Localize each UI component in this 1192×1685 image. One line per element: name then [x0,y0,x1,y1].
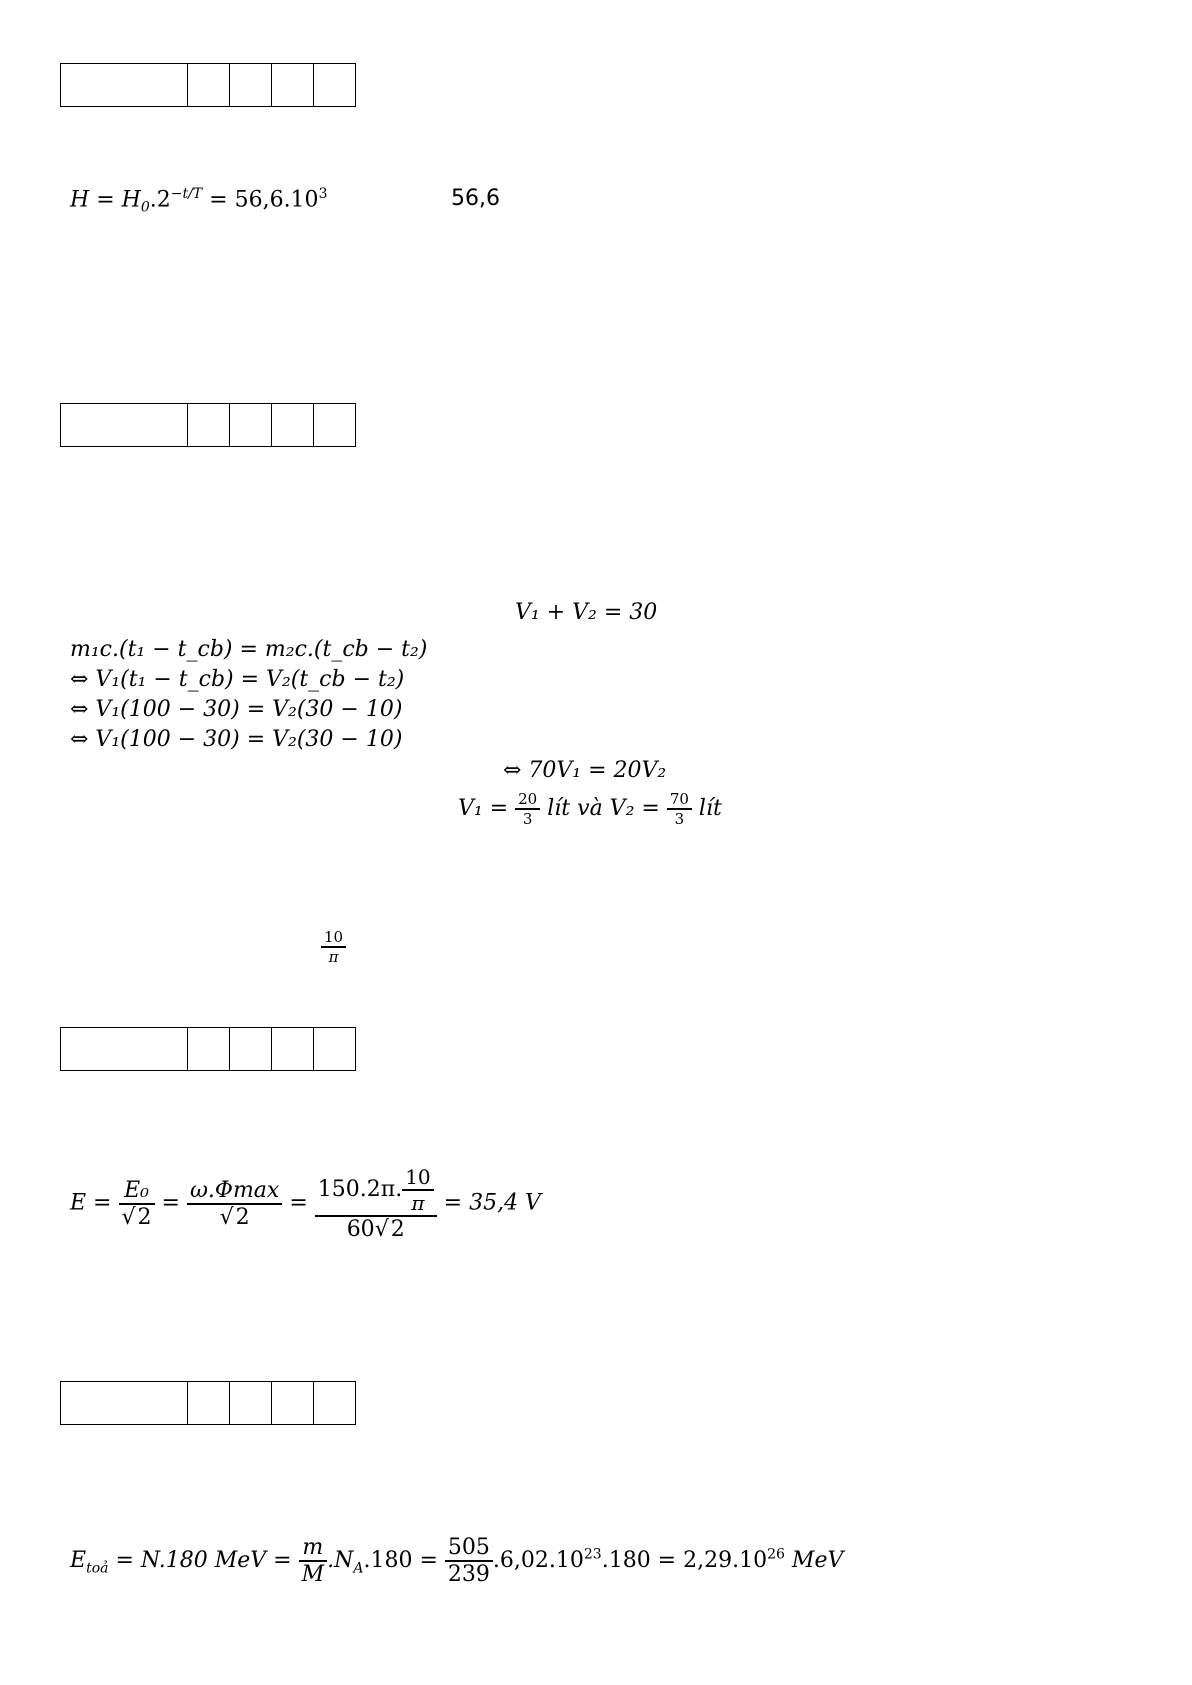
q1-result-exp: 3 [318,186,328,202]
q2-line-2: ⇔ V₁(t₁ − t_cb) = V₂(t_cb − t₂) [70,667,405,692]
q1-formula: $H = H_0.2^{-t/T} = 56,6.10^3$ [70,186,328,216]
answer-box-digit-cell [271,1028,313,1070]
q3-formula: E = $\frac{\text{E₀}}{√2}$ = $\frac{\omega.\Phi\max}{√2}$ = 150.2π. $\frac{10}{\pi}$ 60√2 = 35,4 V [70,1165,541,1242]
answer-box-digit-cell [271,404,313,446]
q3-f3-den-root: 2 [390,1217,405,1242]
answer-box-digit-cell [271,1382,313,1424]
answer-box-label-cell [61,404,187,446]
q2-mid-text: lít và V₂ = [547,796,660,821]
answer-box-digit-cell [229,1382,271,1424]
q4-f2-den: 239 [445,1560,493,1587]
answer-box-label-cell [61,64,187,106]
q2-line-3: ⇔ V₁(100 − 30) = V₂(30 − 10) [70,697,403,722]
q4-part-3: .180 = [363,1548,438,1573]
q2-v2-den: 3 [667,808,692,828]
q3-f3-den: 60 [346,1217,375,1242]
q4-fraction-1 [299,1535,328,1587]
q1-base: .2 [149,187,171,213]
q4-part-4: .6,02.10 [492,1548,584,1573]
q3-result: = 35,4 V [443,1190,541,1216]
q2-v1-num: 20 [518,790,538,808]
answer-box-digit-cell [187,1382,229,1424]
q4-lhs-sub: toả [86,1560,109,1577]
q2-result [458,790,722,828]
answer-box-digit-cell [187,1028,229,1070]
q4-lhs: E [70,1548,87,1573]
q3-lhs: E = [70,1190,112,1216]
q3-f2-num: ω.Φmax [189,1177,280,1203]
q3-fraction-3: 150.2π. $\frac{10}{\pi}$ 60√2 [315,1165,437,1242]
q2-unit: lít [698,796,722,821]
q3-fraction-2: $\frac{\omega.\Phi\max}{√2}$ [187,1178,282,1230]
q3-f3-inner-den: π [402,1189,433,1215]
q2-sum-equation: V₁ + V₂ = 30 [515,600,658,625]
q3-given-num: 10 [324,928,344,946]
q4-f1-num: m [302,1535,324,1560]
q4-f2-num: 505 [447,1535,490,1560]
answer-box-digit-cell [229,1028,271,1070]
q4-part-4-exp: 23 [583,1546,602,1563]
q2-v2-fraction [667,790,692,828]
q1-h0: H [121,187,141,213]
q3-given-den: π [321,946,346,966]
answer-box-digit-cell [187,404,229,446]
q1-h0-sub: 0 [140,199,150,216]
answer-box-label-cell [61,1028,187,1070]
q2-ratio-equation: ⇔ 70V₁ = 20V₂ [503,758,667,783]
q3-f3-inner-num: 10 [405,1165,431,1189]
q3-given [321,928,346,966]
q4-fraction-2 [445,1535,493,1587]
q2-v1-den: 3 [515,808,540,828]
q4-unit: MeV [791,1548,844,1573]
answer-box-2 [60,403,356,447]
q4-part-1: = N.180 MeV = [115,1548,292,1573]
q1-lhs: H [70,187,90,213]
q2-v1-fraction [515,790,540,828]
q2-v1-label: V₁ = [458,796,509,821]
q3-fraction-1: $\frac{\text{E₀}}{√2}$ [119,1178,155,1230]
q2-v2-num: 70 [669,790,689,808]
answer-box-4 [60,1381,356,1425]
answer-box-digit-cell [313,1382,355,1424]
answer-box-label-cell [61,1382,187,1424]
q4-part-5: .180 = 2,29.10 [601,1548,768,1573]
q3-f1-den: 2 [137,1204,152,1230]
q2-line-4: ⇔ V₁(100 − 30) = V₂(30 − 10) [70,727,403,752]
q1-result: = 56,6.10 [209,187,319,213]
answer-box-1 [60,63,356,107]
q3-f3-num-a: 150.2π. [317,1177,403,1202]
q3-f3-inner-fraction [402,1165,433,1215]
q1-exp: −t/T [170,186,203,202]
q2-line-1: m₁c.(t₁ − t_cb) = m₂c.(t_cb − t₂) [70,637,428,662]
answer-box-3 [60,1027,356,1071]
q4-part-2-sub: A [353,1560,364,1577]
q4-f1-den: M [299,1560,328,1587]
answer-box-digit-cell [313,404,355,446]
q4-formula [70,1535,843,1587]
q4-part-2: .N [327,1548,354,1573]
answer-box-digit-cell [271,64,313,106]
answer-box-digit-cell [313,64,355,106]
q4-part-5-exp: 26 [767,1546,785,1563]
answer-box-digit-cell [229,404,271,446]
q3-f2-den: 2 [235,1204,250,1230]
answer-box-digit-cell [313,1028,355,1070]
q1-answer: 56,6 [451,186,500,211]
q3-given-fraction [321,928,346,966]
q3-f1-num: E₀ [124,1177,149,1203]
answer-box-digit-cell [187,64,229,106]
answer-box-digit-cell [229,64,271,106]
